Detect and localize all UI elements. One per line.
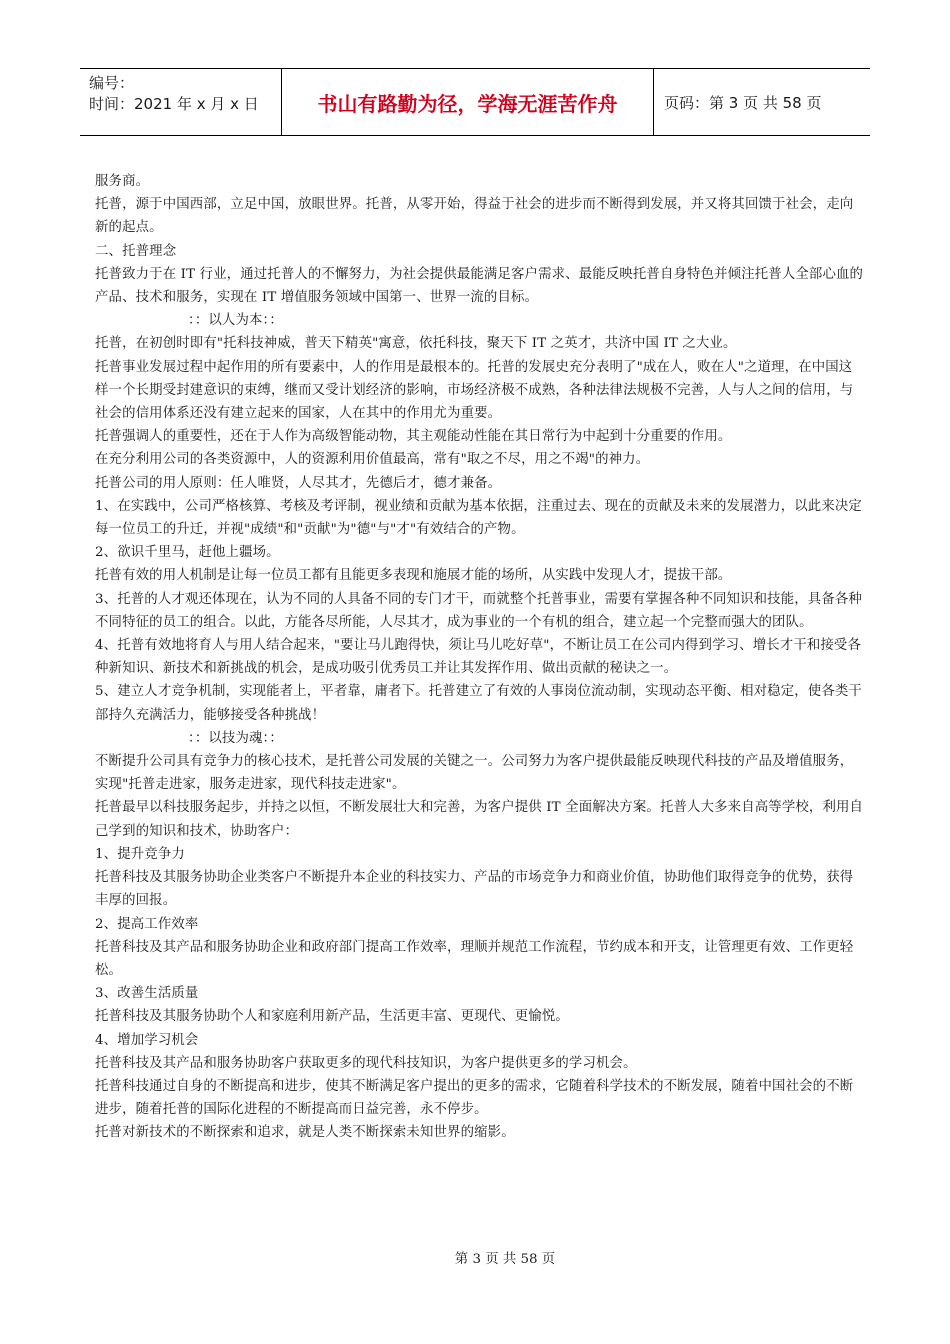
- paragraph: 在充分利用公司的各类资源中，人的资源利用价值最高，常有"取之不尽，用之不竭"的神力。: [95, 452, 650, 468]
- paragraph: 1、在实践中，公司严格核算、考核及考评制，视业绩和贡献为基本依据，注重过去、现在的贡献及未来的发展潜力，以此来决定每一位员工的升迁，并视"成绩"和"贡献"为"德"与"才"有效结合的产物。: [95, 498, 862, 538]
- page-footer: 第 3 页 共 58 页: [454, 1252, 556, 1267]
- time-label: 时间：2021 年 x 月 x 日: [89, 95, 259, 113]
- paragraph: 服务商。: [95, 174, 150, 189]
- paragraph: 5、建立人才竞争机制，实现能者上，平者靠，庸者下。托普建立了有效的人事岗位流动制，实现动态平衡、相对稳定，使各类干部持久充满活力，能够接受各种挑战！: [95, 684, 862, 723]
- section-heading: 二、托普理念: [95, 243, 177, 259]
- number-label: 编号：: [89, 74, 135, 92]
- subheading: ：：以人为本：：: [188, 313, 283, 329]
- paragraph: 托普科技及其产品和服务协助企业和政府部门提高工作效率，理顺并规范工作流程，节约成本和开支，让管理更有效、工作更轻松。: [95, 939, 854, 978]
- list-heading: 2、提高工作效率: [95, 916, 199, 932]
- paragraph: 2、欲识千里马，赶他上疆场。: [95, 545, 280, 561]
- paragraph: 不断提升公司具有竞争力的核心技术，是托普公司发展的关键之一。公司努力为客户提供最能反映现代科技的产品及增值服务，实现"托普走进家，服务走进家，现代科技走进家"。: [95, 754, 854, 793]
- paragraph: 托普科技及其产品和服务协助客户获取更多的现代科技知识，为客户提供更多的学习机会。: [95, 1055, 637, 1071]
- paragraph: 托普对新技术的不断探索和追求，就是人类不断探索未知世界的缩影。: [95, 1125, 515, 1141]
- paragraph: 托普科技及其服务协助个人和家庭利用新产品，生活更丰富、更现代、更愉悦。: [95, 1009, 569, 1025]
- paragraph: 托普有效的用人机制是让每一位员工都有且能更多表现和施展才能的场所，从实践中发现人才，提拔干部。: [95, 568, 732, 584]
- paragraph: 3、托普的人才观还体现在，认为不同的人具备不同的专门才干，而就整个托普事业，需要有掌握各种不同知识和技能，具备各种不同特征的员工的组合。以此，方能各尽所能，人尽其才，成为事业的一个有机的组合，建立起一个完整而强大的团队。: [95, 591, 862, 630]
- paragraph: 托普事业发展过程中起作用的所有要素中，人的作用是最根本的。托普的发展史充分表明了"成在人，败在人"之道理，在中国这样一个长期受封建意识的束缚，继而又受计划经济的影响，市场经济极不成熟，各种法律法规极不完善，人与人之间的信用，与社会的信用体系还没有建立起来的国家，人在其中的作用尤为重要。: [95, 359, 854, 422]
- header-meta: [80, 69, 282, 135]
- paragraph: 托普最早以科技服务起步，并持之以恒，不断发展壮大和完善，为客户提供 IT 全面解决方案。托普人大多来自高等学校，利用自己学到的知识和技术，协助客户：: [95, 800, 864, 839]
- header-page-info: 页码：第 3 页 共 58 页: [664, 93, 822, 112]
- paragraph: 托普强调人的重要性，还在于人作为高级智能动物，其主观能动性能在其日常行为中起到十分重要的作用。: [95, 429, 732, 445]
- document-body: [95, 170, 865, 1145]
- header-motto: 书山有路勤为径，学海无涯苦作舟: [282, 69, 654, 135]
- paragraph: 托普科技通过自身的不断提高和进步，使其不断满足客户提出的更多的需求，它随着科学技术的不断发展，随着中国社会的不断进步，随着托普的国际化进程的不断提高而日益完善，永不停步。: [95, 1078, 854, 1118]
- list-heading: 1、提升竞争力: [95, 846, 185, 862]
- paragraph: 托普公司的用人原则：任人唯贤，人尽其才，先德后才，德才兼备。: [95, 475, 502, 491]
- paragraph: 托普，源于中国西部，立足中国，放眼世界。托普，从零开始，得益于社会的进步而不断得到发展，并又将其回馈于社会，走向新的起点。: [95, 197, 854, 236]
- paragraph: 4、托普有效地将育人与用人结合起来，"要让马儿跑得快，须让马儿吃好草"，不断让员工在公司内得到学习、增长才干和接受各种新知识、新技术和新挑战的机会，是成功吸引优秀员工并让其发挥作用、做出贡献的秘诀之一。: [95, 638, 862, 677]
- paragraph: 托普致力于在 IT 行业，通过托普人的不懈努力，为社会提供最能满足客户需求、最能反映托普自身特色并倾注托普人全部心血的产品、技术和服务，实现在 IT 增值服务领域中国第一、世界一流的目标。: [95, 266, 864, 306]
- list-heading: 4、增加学习机会: [95, 1032, 199, 1048]
- paragraph: 托普，在初创时即有"托科技神威，普天下精英"寓意，依托科技，聚天下 IT 之英才，共济中国 IT 之大业。: [95, 336, 737, 352]
- paragraph: 托普科技及其服务协助企业类客户不断提升本企业的科技实力、产品的市场竞争力和商业价值，协助他们取得竞争的优势，获得丰厚的回报。: [95, 870, 854, 909]
- list-heading: 3、改善生活质量: [95, 986, 199, 1002]
- subheading: ：：以技为魂：：: [188, 730, 283, 746]
- page-header: [80, 68, 870, 136]
